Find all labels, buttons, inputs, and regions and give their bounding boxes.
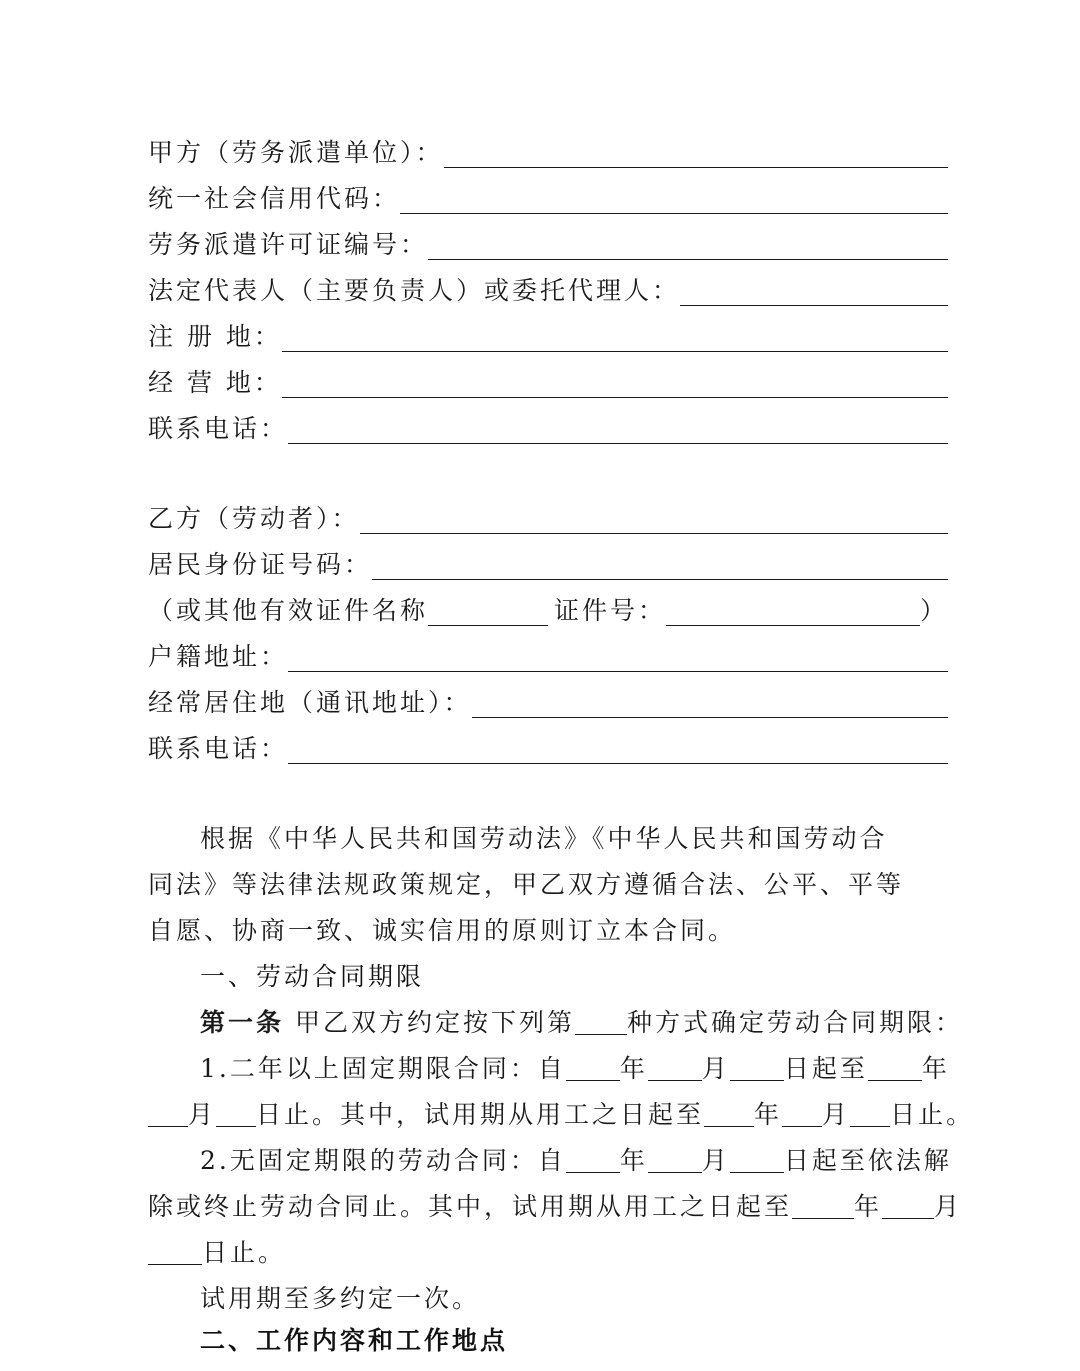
preamble-line-2: 同法》等法律法规政策规定，甲乙双方遵循合法、公平、平等: [148, 870, 905, 899]
item-2-start-day-blank[interactable]: [730, 1142, 784, 1173]
credit-code-blank[interactable]: [400, 179, 948, 214]
legal-rep-row: [148, 266, 948, 312]
contract-type-blank[interactable]: [575, 1004, 627, 1035]
other-id-open-label: （或其他有效证件名称: [148, 596, 429, 625]
party-a-title-label: 甲方（劳务派遣单位）：: [148, 138, 444, 167]
item-1-end-month-blank[interactable]: [148, 1096, 188, 1127]
article-1-label: 第一条: [200, 1008, 285, 1037]
license-blank[interactable]: [428, 225, 948, 260]
item-2-start-month-blank[interactable]: [648, 1142, 702, 1173]
article-1-text-a: 甲乙双方约定按下列第: [294, 1008, 575, 1037]
item-2-row-3: [148, 1230, 948, 1276]
item-1-day-end3-label: 日止。: [890, 1100, 975, 1129]
item-1-month-label: 月: [701, 1054, 730, 1083]
item-1-day-end-label: 日止。其中，试用期从用工之日起至: [256, 1100, 705, 1129]
item-2-year-label: 年: [619, 1146, 648, 1175]
item-1-row-2: [148, 1092, 975, 1138]
preamble-line-1: 根据《中华人民共和国劳动法》《中华人民共和国劳动合: [200, 824, 888, 853]
party-b-title-label: 乙方（劳动者）：: [148, 504, 360, 533]
household-addr-blank[interactable]: [288, 637, 948, 672]
section-1-heading: 一、劳动合同期限: [200, 962, 425, 991]
party-a-phone-row: [148, 404, 948, 450]
legal-rep-blank[interactable]: [680, 271, 948, 306]
license-row: [148, 220, 948, 266]
item-2-month-label: 月: [701, 1146, 730, 1175]
preamble-line-3: 自愿、协商一致、诚实信用的原则订立本合同。: [148, 916, 737, 945]
other-id-type-blank[interactable]: [428, 591, 548, 626]
item-1-end-day-blank[interactable]: [216, 1096, 256, 1127]
item-1-end-year-blank[interactable]: [868, 1050, 922, 1081]
other-id-row: [148, 586, 948, 632]
item-2-row-1: [148, 1138, 952, 1184]
item-2-day-end-label: 日止。: [202, 1238, 287, 1267]
item-1-start-month-blank[interactable]: [648, 1050, 702, 1081]
other-id-close-label: ）: [919, 596, 948, 625]
party-a-title-row: [148, 128, 948, 174]
item-2-month2-label: 月: [934, 1192, 963, 1221]
household-addr-label: 户籍地址：: [148, 642, 289, 671]
item-2-start-year-blank[interactable]: [566, 1142, 620, 1173]
item-2-row-2: [148, 1184, 963, 1230]
household-addr-row: [148, 632, 948, 678]
reg-addr-blank[interactable]: [282, 317, 948, 352]
item-1-start-year-blank[interactable]: [566, 1050, 620, 1081]
item-1-row-1: [148, 1046, 948, 1092]
party-a-name-blank[interactable]: [444, 133, 948, 168]
party-b-phone-blank[interactable]: [288, 729, 948, 764]
credit-code-row: [148, 174, 948, 220]
reg-addr-label: 注 册 地：: [148, 322, 282, 351]
article-1-row: [148, 1000, 963, 1046]
item-1-year-label: 年: [619, 1054, 648, 1083]
party-a-phone-label: 联系电话：: [148, 414, 289, 443]
license-label: 劳务派遣许可证编号：: [148, 230, 429, 259]
item-1-text-a: 1.二年以上固定期限合同：自: [200, 1054, 566, 1083]
item-1-month3-label: 月: [822, 1100, 851, 1129]
section-2-heading: 二、工作内容和工作地点: [200, 1326, 509, 1355]
id-no-blank[interactable]: [372, 545, 948, 580]
item-2-probation-month-blank[interactable]: [882, 1188, 934, 1219]
item-1-probation-year-blank[interactable]: [704, 1096, 754, 1127]
id-no-label: 居民身份证号码：: [148, 550, 373, 579]
article-1-text-b: 种方式确定劳动合同期限：: [626, 1008, 963, 1037]
biz-addr-row: [148, 358, 948, 404]
other-id-no-label: 证件号：: [554, 596, 667, 625]
credit-code-label: 统一社会信用代码：: [148, 184, 401, 213]
item-1-day-from-label: 日起至: [783, 1054, 868, 1083]
item-1-year2-label: 年: [921, 1054, 950, 1083]
id-no-row: [148, 540, 948, 586]
residence-addr-label: 经常居住地（通讯地址）：: [148, 688, 472, 717]
item-1-month2-label: 月: [188, 1100, 217, 1129]
probation-note: 试用期至多约定一次。: [200, 1284, 481, 1313]
other-id-no-blank[interactable]: [666, 591, 920, 626]
item-2-text-b: 除或终止劳动合同止。其中，试用期从用工之日起至: [148, 1192, 793, 1221]
reg-addr-row: [148, 312, 948, 358]
item-1-start-day-blank[interactable]: [730, 1050, 784, 1081]
item-2-probation-year-blank[interactable]: [792, 1188, 854, 1219]
item-2-probation-day-blank[interactable]: [148, 1234, 202, 1265]
residence-addr-blank[interactable]: [472, 683, 948, 718]
item-1-probation-month-blank[interactable]: [782, 1096, 822, 1127]
item-2-day-from-label: 日起至依法解: [783, 1146, 952, 1175]
item-1-probation-day-blank[interactable]: [850, 1096, 890, 1127]
item-2-text-a: 2.无固定期限的劳动合同：自: [200, 1146, 566, 1175]
legal-rep-label: 法定代表人（主要负责人）或委托代理人：: [148, 276, 681, 305]
party-b-title-row: [148, 494, 948, 540]
biz-addr-blank[interactable]: [282, 363, 948, 398]
party-a-phone-blank[interactable]: [288, 409, 948, 444]
party-b-phone-label: 联系电话：: [148, 734, 289, 763]
residence-addr-row: [148, 678, 948, 724]
biz-addr-label: 经 营 地：: [148, 368, 282, 397]
item-2-year2-label: 年: [854, 1192, 883, 1221]
item-1-year3-label: 年: [754, 1100, 783, 1129]
party-b-name-blank[interactable]: [360, 499, 948, 534]
party-b-phone-row: [148, 724, 948, 770]
